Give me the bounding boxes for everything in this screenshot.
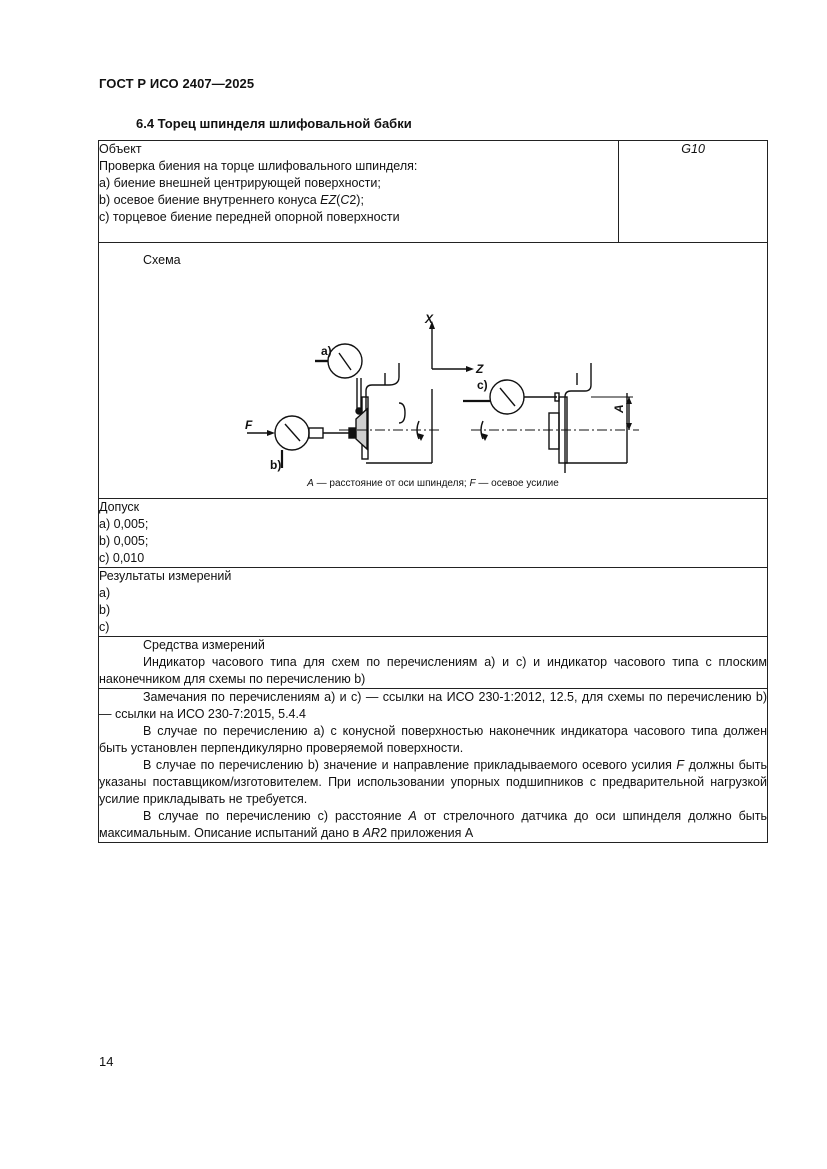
tools-cell <box>99 637 768 689</box>
spec-table <box>98 140 768 843</box>
object-label: Объект <box>99 142 142 156</box>
object-line: Проверка биения на торце шлифовального шпинделя: <box>99 159 418 173</box>
object-code: G10 <box>619 141 768 243</box>
tolerance-cell <box>99 499 768 568</box>
results-row <box>99 568 768 637</box>
object-line: b) осевое биение внутреннего конуса EZ(C2); <box>99 193 364 207</box>
notes-paragraph: В случае по перечислению b) значение и направление прикладываемого осевого усилия F должны быть указаны поставщиком/изготовителем. При использовании упорных подшипников с предварительной нагрузкой усилие прикладывать не требуется. <box>99 758 768 806</box>
object-row <box>99 141 768 243</box>
results-item: c) <box>99 620 110 634</box>
notes-row <box>99 689 768 843</box>
distance-label: A <box>612 404 626 413</box>
tools-row <box>99 637 768 689</box>
x-axis-label: X <box>425 312 434 326</box>
schema-row <box>99 243 768 499</box>
left-housing <box>366 363 399 410</box>
section-title: 6.4 Торец шпинделя шлифовальной бабки <box>136 116 412 131</box>
label-b: b) <box>270 458 282 472</box>
tools-label: Средства измерений <box>143 638 265 652</box>
tolerance-label: Допуск <box>99 500 140 514</box>
schema-caption: A — расстояние от оси шпинделя; F — осевое усилие <box>307 478 559 489</box>
z-axis-label: Z <box>476 362 484 376</box>
force-label: F <box>245 418 253 432</box>
left-spindle-cone <box>356 409 367 449</box>
results-label: Результаты измерений <box>99 569 232 583</box>
document-header: ГОСТ Р ИСО 2407—2025 <box>99 76 255 91</box>
indicator-b <box>275 416 309 450</box>
notes-cell <box>99 689 768 843</box>
object-line: c) торцевое биение передней опорной поверхности <box>99 210 400 224</box>
tolerance-row <box>99 499 768 568</box>
tolerance-item: b) 0,005; <box>99 534 149 548</box>
tolerance-item: c) 0,010 <box>99 551 145 565</box>
schema-label: Схема <box>143 253 181 267</box>
page-number: 14 <box>99 1054 114 1069</box>
object-line: a) биение внешней центрирующей поверхности; <box>99 176 381 190</box>
schema-figure <box>99 273 767 473</box>
results-item: a) <box>99 586 111 600</box>
notes-paragraph: Замечания по перечислениям a) и c) — ссылки на ИСО 230-1:2012, 12.5, для схемы по перечислению b) — ссылки на ИСО 230-7:2015, 5.4.4 <box>99 690 767 721</box>
tools-text: Индикатор часового типа для схем по перечислениям a) и c) и индикатор часового типа с плоским наконечником для схемы по перечислению b) <box>99 655 767 686</box>
right-housing <box>565 363 591 397</box>
label-c: c) <box>477 378 488 392</box>
object-cell <box>99 141 619 243</box>
tolerance-item: a) 0,005; <box>99 517 149 531</box>
label-a: a) <box>321 344 332 358</box>
results-item: b) <box>99 603 111 617</box>
notes-paragraph: В случае по перечислению c) расстояние A от стрелочного датчика до оси шпинделя должно быть максимальным. Описание испытаний дано в AR2 приложения А <box>99 809 767 840</box>
notes-paragraph: В случае по перечислению a) с конусной поверхностью наконечник индикатора часового типа должен быть установлен перпендикулярно проверяемой поверхности. <box>99 724 767 755</box>
results-cell <box>99 568 768 637</box>
schema-cell <box>99 243 768 499</box>
